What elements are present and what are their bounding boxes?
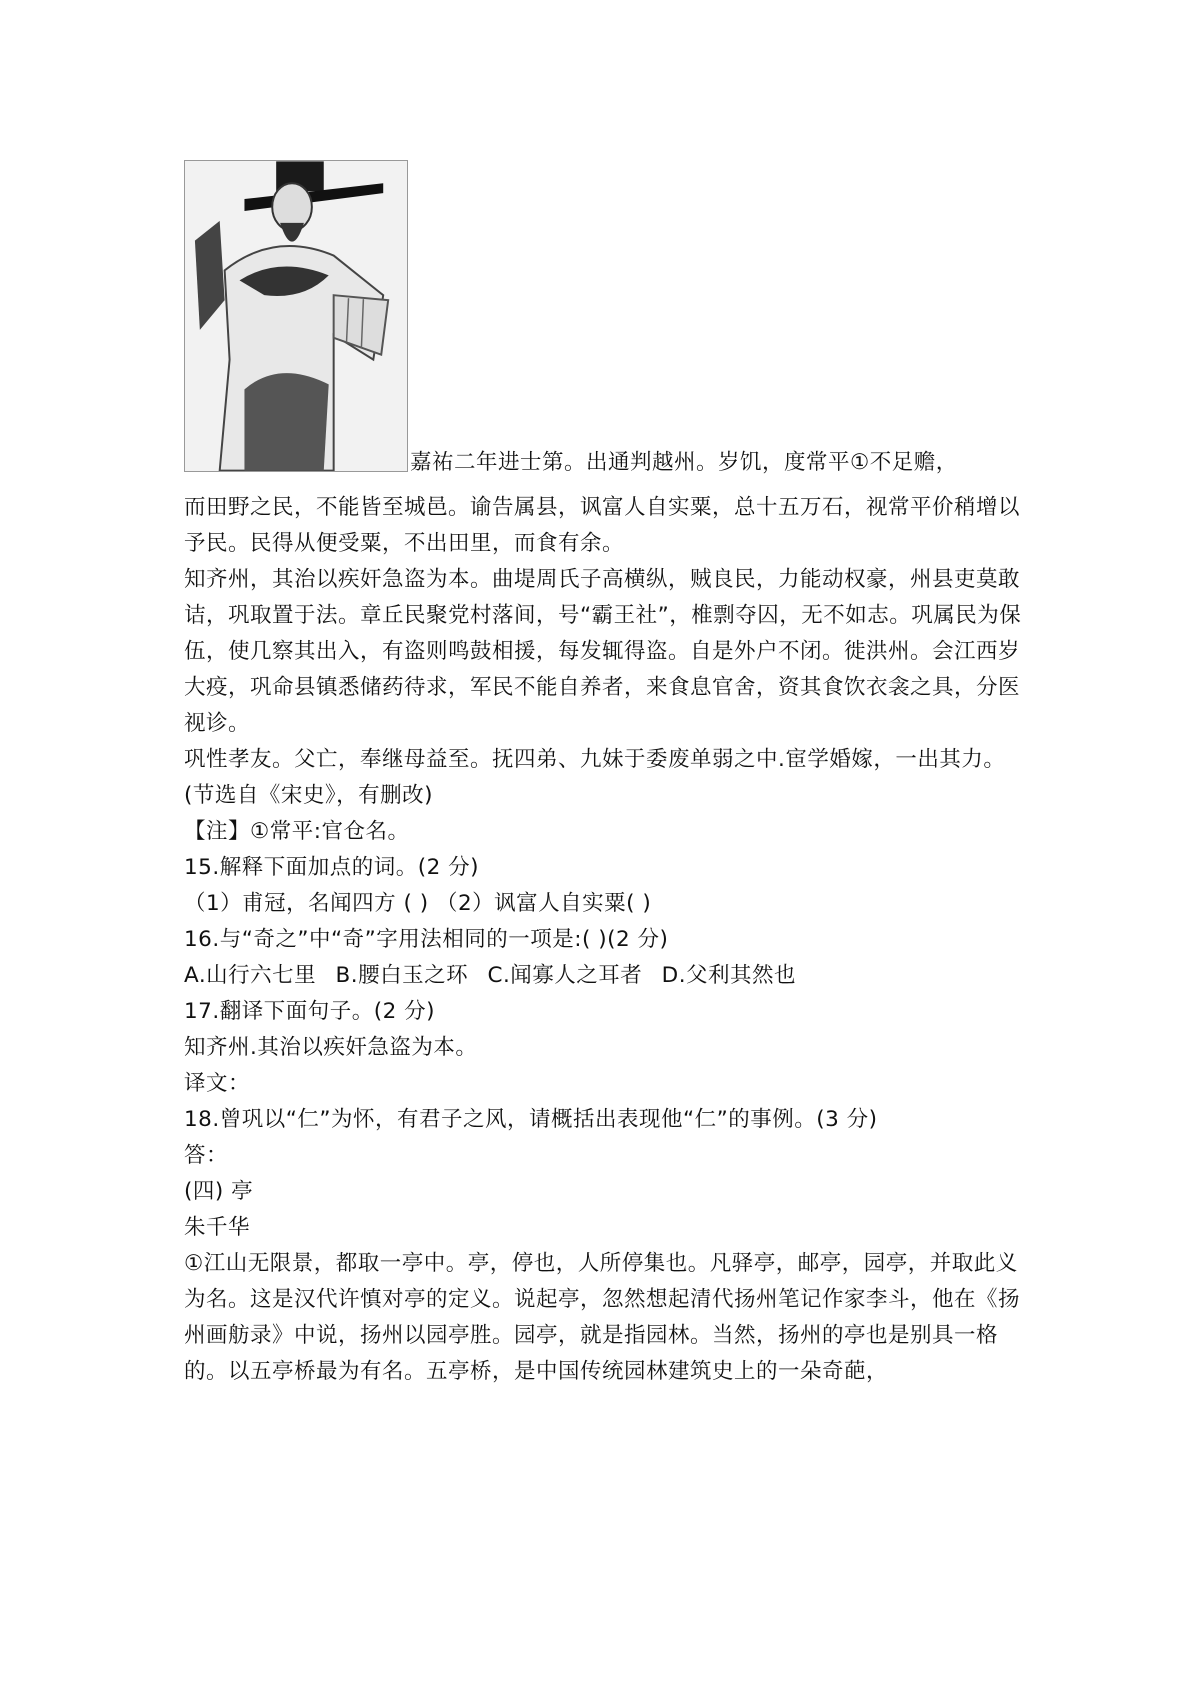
option-b: B.腰白玉之环: [335, 963, 469, 988]
question-15: 15.解释下面加点的词。(2 分): [184, 855, 479, 880]
passage-source: (节选自《宋史》，有删改): [184, 783, 434, 808]
question-17-answer-label: 译文：: [184, 1071, 251, 1096]
option-c: C.闻寡人之耳者: [487, 963, 643, 988]
section-paragraph: ①江山无限景，都取一亭中。亭，停也，人所停集也。凡驿亭，邮亭，园亭，并取此义为名。这是汉代许慎对亭的定义。说起亭，忽然想起清代扬州笔记作家李斗，他在《扬州画舫录》中说，扬州以园亭胜。园亭，就是指园林。当然，扬州的亭也是别具一格的。以五亭桥最为有名。五亭桥，是中国传统园林建筑史上的一朵奇葩，: [184, 1251, 1021, 1384]
question-16-options: [184, 958, 1034, 994]
section-author: 朱千华: [184, 1215, 251, 1240]
section-heading: (四) 亭: [184, 1179, 254, 1204]
option-a: A.山行六七里: [184, 963, 317, 988]
passage-note: 【注】①常平:官仓名。: [184, 819, 410, 844]
question-17: 17.翻译下面句子。(2 分): [184, 999, 435, 1024]
document-body: [184, 490, 1034, 1390]
passage-paragraph: 知齐州，其治以疾奸急盗为本。曲堤周氏子高横纵，贼良民，力能动权豪，州县吏莫敢诘，巩取置于法。章丘民聚党村落间，号“霸王社”，椎剽夺囚，无不如志。巩属民为保伍，使几察其出入，有盗则鸣鼓相援，每发辄得盗。自是外户不闭。徙洪州。会江西岁大疫，巩命县镇悉储药待求，军民不能自养者，来食息官舍，资其食饮衣衾之具，分医视诊。: [184, 567, 1022, 736]
passage-paragraph: 巩性孝友。父亡，奉继母益至。抚四弟、九妹于委废单弱之中.宦学婚嫁，一出其力。: [184, 747, 1006, 772]
option-d: D.父利其然也: [661, 963, 797, 988]
passage-first-line: 嘉祐二年进士第。出通判越州。岁饥，度常平①不足赡，: [410, 450, 958, 475]
question-15-items: （1）甫冠，名闻四方 ( ) （2）讽富人自实粟( ): [184, 891, 652, 916]
question-18-answer-label: 答：: [184, 1143, 229, 1168]
question-16: 16.与“奇之”中“奇”字用法相同的一项是:( )(2 分): [184, 927, 669, 952]
question-17-sentence: 知齐州.其治以疾奸急盗为本。: [184, 1035, 478, 1060]
portrait-image: [184, 160, 408, 472]
passage-paragraph: 而田野之民，不能皆至城邑。谕告属县，讽富人自实粟，总十五万石，视常平价稍增以予民。民得从便受粟，不出田里，而食有余。: [184, 495, 1021, 556]
question-18: 18.曾巩以“仁”为怀，有君子之风，请概括出表现他“仁”的事例。(3 分): [184, 1107, 878, 1132]
